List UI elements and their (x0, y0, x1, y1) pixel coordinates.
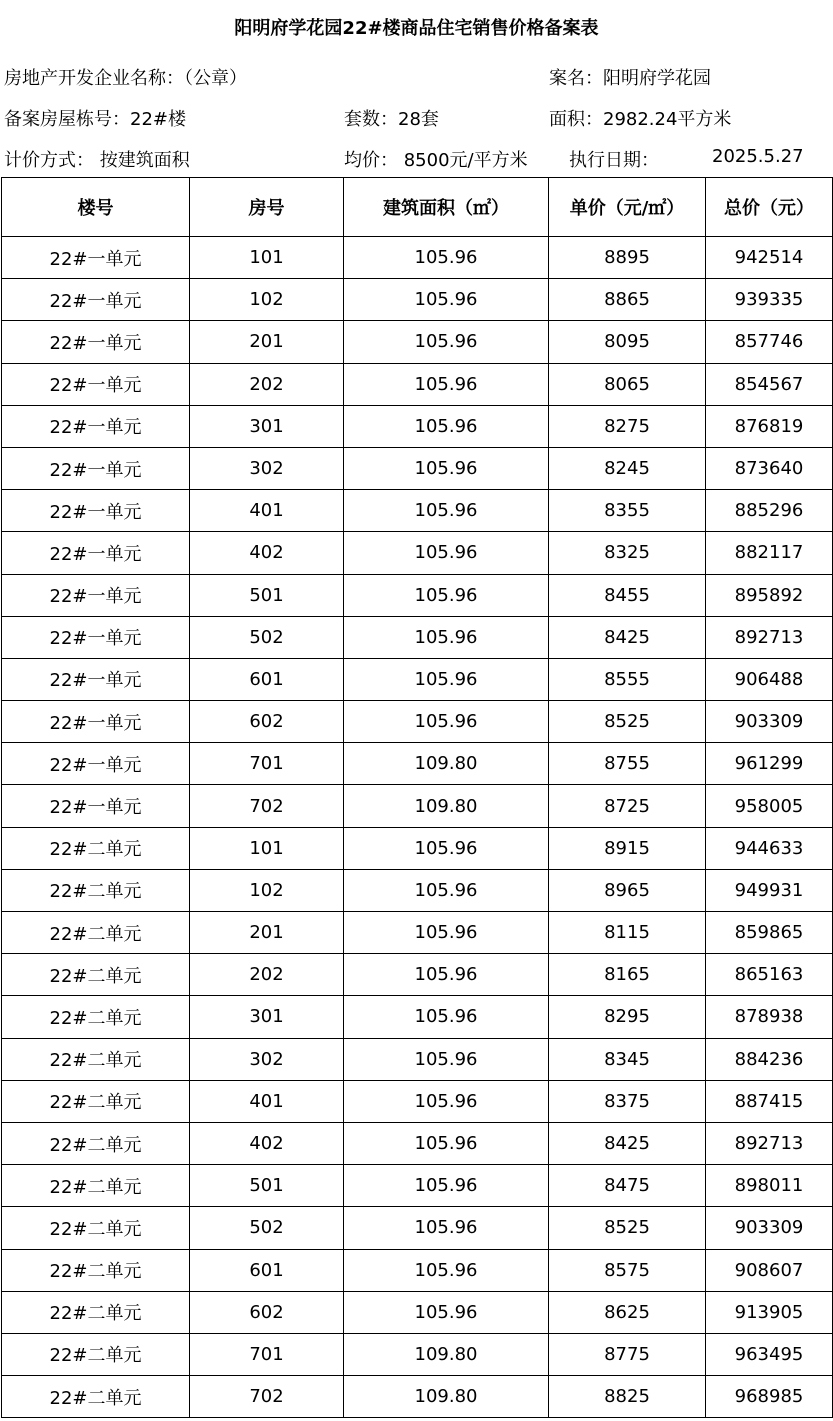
cell-area: 105.96 (344, 996, 549, 1038)
cell-total-price: 958005 (706, 785, 833, 827)
table-row (2, 996, 833, 1038)
cell-total-price: 854567 (706, 363, 833, 405)
table-row (2, 785, 833, 827)
table-row (2, 447, 833, 489)
cell-building: 22#二单元 (2, 1249, 190, 1291)
cell-unit-price: 8755 (549, 743, 706, 785)
table-row (2, 658, 833, 700)
cell-building: 22#二单元 (2, 1376, 190, 1418)
cell-unit-price: 8575 (549, 1249, 706, 1291)
cell-unit-price: 8345 (549, 1038, 706, 1080)
header-room: 房号 (190, 178, 344, 237)
developer-label: 房地产开发企业名称：（公章） (4, 68, 247, 89)
cell-unit-price: 8355 (549, 490, 706, 532)
cell-room: 401 (190, 490, 344, 532)
cell-total-price: 878938 (706, 996, 833, 1038)
cell-building: 22#二单元 (2, 954, 190, 996)
cell-total-price: 906488 (706, 658, 833, 700)
cell-unit-price: 8115 (549, 912, 706, 954)
cell-room: 501 (190, 574, 344, 616)
cell-room: 402 (190, 1122, 344, 1164)
cell-building: 22#一单元 (2, 701, 190, 743)
pricing-method: 计价方式： 按建筑面积 (4, 150, 190, 171)
cell-unit-price: 8625 (549, 1291, 706, 1333)
cell-area: 105.96 (344, 237, 549, 279)
cell-total-price: 892713 (706, 1122, 833, 1164)
table-row (2, 827, 833, 869)
cell-area: 105.96 (344, 1291, 549, 1333)
cell-area: 105.96 (344, 1080, 549, 1122)
cell-room: 101 (190, 827, 344, 869)
cell-room: 501 (190, 1165, 344, 1207)
cell-room: 102 (190, 279, 344, 321)
header-building: 楼号 (2, 178, 190, 237)
cell-building: 22#一单元 (2, 532, 190, 574)
unit-count: 套数：28套 (344, 109, 439, 130)
cell-room: 502 (190, 616, 344, 658)
cell-building: 22#一单元 (2, 658, 190, 700)
cell-building: 22#二单元 (2, 827, 190, 869)
cell-total-price: 892713 (706, 616, 833, 658)
cell-building: 22#一单元 (2, 363, 190, 405)
cell-total-price: 949931 (706, 869, 833, 911)
cell-total-price: 942514 (706, 237, 833, 279)
cell-building: 22#一单元 (2, 743, 190, 785)
cell-unit-price: 8065 (549, 363, 706, 405)
cell-room: 602 (190, 701, 344, 743)
cell-total-price: 898011 (706, 1165, 833, 1207)
cell-building: 22#一单元 (2, 405, 190, 447)
cell-area: 109.80 (344, 743, 549, 785)
cell-area: 109.80 (344, 1376, 549, 1418)
table-row (2, 1165, 833, 1207)
cell-total-price: 903309 (706, 701, 833, 743)
cell-area: 105.96 (344, 1165, 549, 1207)
cell-room: 201 (190, 321, 344, 363)
cell-building: 22#一单元 (2, 785, 190, 827)
execution-date-label: 执行日期： (569, 150, 659, 171)
cell-unit-price: 8895 (549, 237, 706, 279)
cell-area: 105.96 (344, 490, 549, 532)
header-area: 建筑面积（㎡） (344, 178, 549, 237)
cell-room: 502 (190, 1207, 344, 1249)
cell-area: 105.96 (344, 532, 549, 574)
cell-room: 601 (190, 658, 344, 700)
cell-total-price: 913905 (706, 1291, 833, 1333)
execution-date: 2025.5.27 (712, 146, 804, 167)
cell-room: 102 (190, 869, 344, 911)
table-row (2, 279, 833, 321)
total-area: 面积：2982.24平方米 (549, 109, 732, 130)
cell-unit-price: 8275 (549, 405, 706, 447)
cell-building: 22#一单元 (2, 447, 190, 489)
cell-area: 105.96 (344, 363, 549, 405)
cell-total-price: 887415 (706, 1080, 833, 1122)
cell-building: 22#二单元 (2, 869, 190, 911)
cell-unit-price: 8865 (549, 279, 706, 321)
cell-total-price: 859865 (706, 912, 833, 954)
header-unit-price: 单价（元/㎡） (549, 178, 706, 237)
cell-area: 109.80 (344, 785, 549, 827)
cell-room: 702 (190, 785, 344, 827)
cell-room: 402 (190, 532, 344, 574)
cell-total-price: 963495 (706, 1333, 833, 1375)
price-table (1, 177, 833, 1418)
cell-building: 22#一单元 (2, 616, 190, 658)
cell-total-price: 939335 (706, 279, 833, 321)
project-name: 案名：阳明府学花园 (549, 68, 711, 89)
cell-building: 22#二单元 (2, 1080, 190, 1122)
cell-room: 302 (190, 1038, 344, 1080)
cell-room: 602 (190, 1291, 344, 1333)
cell-total-price: 908607 (706, 1249, 833, 1291)
cell-room: 301 (190, 405, 344, 447)
cell-area: 105.96 (344, 869, 549, 911)
cell-building: 22#一单元 (2, 321, 190, 363)
table-row (2, 1249, 833, 1291)
cell-room: 201 (190, 912, 344, 954)
table-row (2, 1038, 833, 1080)
cell-room: 601 (190, 1249, 344, 1291)
cell-building: 22#二单元 (2, 1333, 190, 1375)
cell-total-price: 882117 (706, 532, 833, 574)
cell-room: 202 (190, 954, 344, 996)
cell-area: 105.96 (344, 827, 549, 869)
table-row (2, 869, 833, 911)
cell-area: 105.96 (344, 1122, 549, 1164)
table-row (2, 237, 833, 279)
cell-room: 202 (190, 363, 344, 405)
cell-unit-price: 8525 (549, 701, 706, 743)
cell-unit-price: 8965 (549, 869, 706, 911)
cell-area: 105.96 (344, 321, 549, 363)
cell-total-price: 903309 (706, 1207, 833, 1249)
cell-unit-price: 8455 (549, 574, 706, 616)
cell-unit-price: 8375 (549, 1080, 706, 1122)
table-row (2, 954, 833, 996)
cell-unit-price: 8165 (549, 954, 706, 996)
table-row (2, 490, 833, 532)
cell-unit-price: 8825 (549, 1376, 706, 1418)
cell-unit-price: 8915 (549, 827, 706, 869)
cell-unit-price: 8095 (549, 321, 706, 363)
page-title: 阳明府学花园22#楼商品住宅销售价格备案表 (234, 18, 599, 39)
cell-area: 105.96 (344, 1249, 549, 1291)
table-row (2, 912, 833, 954)
cell-total-price: 885296 (706, 490, 833, 532)
table-row (2, 532, 833, 574)
cell-area: 105.96 (344, 1207, 549, 1249)
cell-building: 22#二单元 (2, 1038, 190, 1080)
cell-building: 22#一单元 (2, 237, 190, 279)
average-price: 均价： 8500元/平方米 (344, 150, 528, 171)
cell-building: 22#二单元 (2, 1291, 190, 1333)
cell-unit-price: 8475 (549, 1165, 706, 1207)
cell-building: 22#一单元 (2, 574, 190, 616)
cell-building: 22#二单元 (2, 912, 190, 954)
table-row (2, 574, 833, 616)
table-row (2, 1080, 833, 1122)
table-row (2, 1207, 833, 1249)
cell-unit-price: 8425 (549, 616, 706, 658)
cell-building: 22#一单元 (2, 490, 190, 532)
table-row (2, 743, 833, 785)
table-row (2, 616, 833, 658)
cell-area: 105.96 (344, 1038, 549, 1080)
cell-room: 302 (190, 447, 344, 489)
table-row (2, 1122, 833, 1164)
cell-unit-price: 8325 (549, 532, 706, 574)
table-row (2, 1291, 833, 1333)
table-header-row (2, 178, 833, 237)
cell-total-price: 865163 (706, 954, 833, 996)
table-row (2, 405, 833, 447)
cell-total-price: 895892 (706, 574, 833, 616)
cell-unit-price: 8425 (549, 1122, 706, 1164)
cell-unit-price: 8245 (549, 447, 706, 489)
cell-total-price: 884236 (706, 1038, 833, 1080)
cell-total-price: 944633 (706, 827, 833, 869)
cell-area: 105.96 (344, 912, 549, 954)
cell-total-price: 961299 (706, 743, 833, 785)
cell-building: 22#二单元 (2, 1207, 190, 1249)
cell-room: 701 (190, 743, 344, 785)
cell-total-price: 968985 (706, 1376, 833, 1418)
cell-room: 101 (190, 237, 344, 279)
cell-area: 105.96 (344, 574, 549, 616)
cell-area: 105.96 (344, 658, 549, 700)
cell-room: 702 (190, 1376, 344, 1418)
cell-area: 105.96 (344, 405, 549, 447)
building-number: 备案房屋栋号：22#楼 (4, 109, 186, 130)
cell-room: 301 (190, 996, 344, 1038)
cell-unit-price: 8525 (549, 1207, 706, 1249)
cell-unit-price: 8555 (549, 658, 706, 700)
cell-area: 105.96 (344, 279, 549, 321)
cell-area: 105.96 (344, 447, 549, 489)
cell-area: 109.80 (344, 1333, 549, 1375)
cell-building: 22#二单元 (2, 1122, 190, 1164)
cell-building: 22#一单元 (2, 279, 190, 321)
cell-unit-price: 8725 (549, 785, 706, 827)
cell-building: 22#二单元 (2, 1165, 190, 1207)
cell-room: 401 (190, 1080, 344, 1122)
cell-total-price: 876819 (706, 405, 833, 447)
cell-unit-price: 8295 (549, 996, 706, 1038)
cell-area: 105.96 (344, 701, 549, 743)
table-row (2, 1333, 833, 1375)
header-total-price: 总价（元） (706, 178, 833, 237)
table-row (2, 321, 833, 363)
cell-total-price: 857746 (706, 321, 833, 363)
cell-total-price: 873640 (706, 447, 833, 489)
table-row (2, 363, 833, 405)
cell-unit-price: 8775 (549, 1333, 706, 1375)
cell-room: 701 (190, 1333, 344, 1375)
table-row (2, 1376, 833, 1418)
cell-area: 105.96 (344, 616, 549, 658)
cell-building: 22#二单元 (2, 996, 190, 1038)
cell-area: 105.96 (344, 954, 549, 996)
table-row (2, 701, 833, 743)
